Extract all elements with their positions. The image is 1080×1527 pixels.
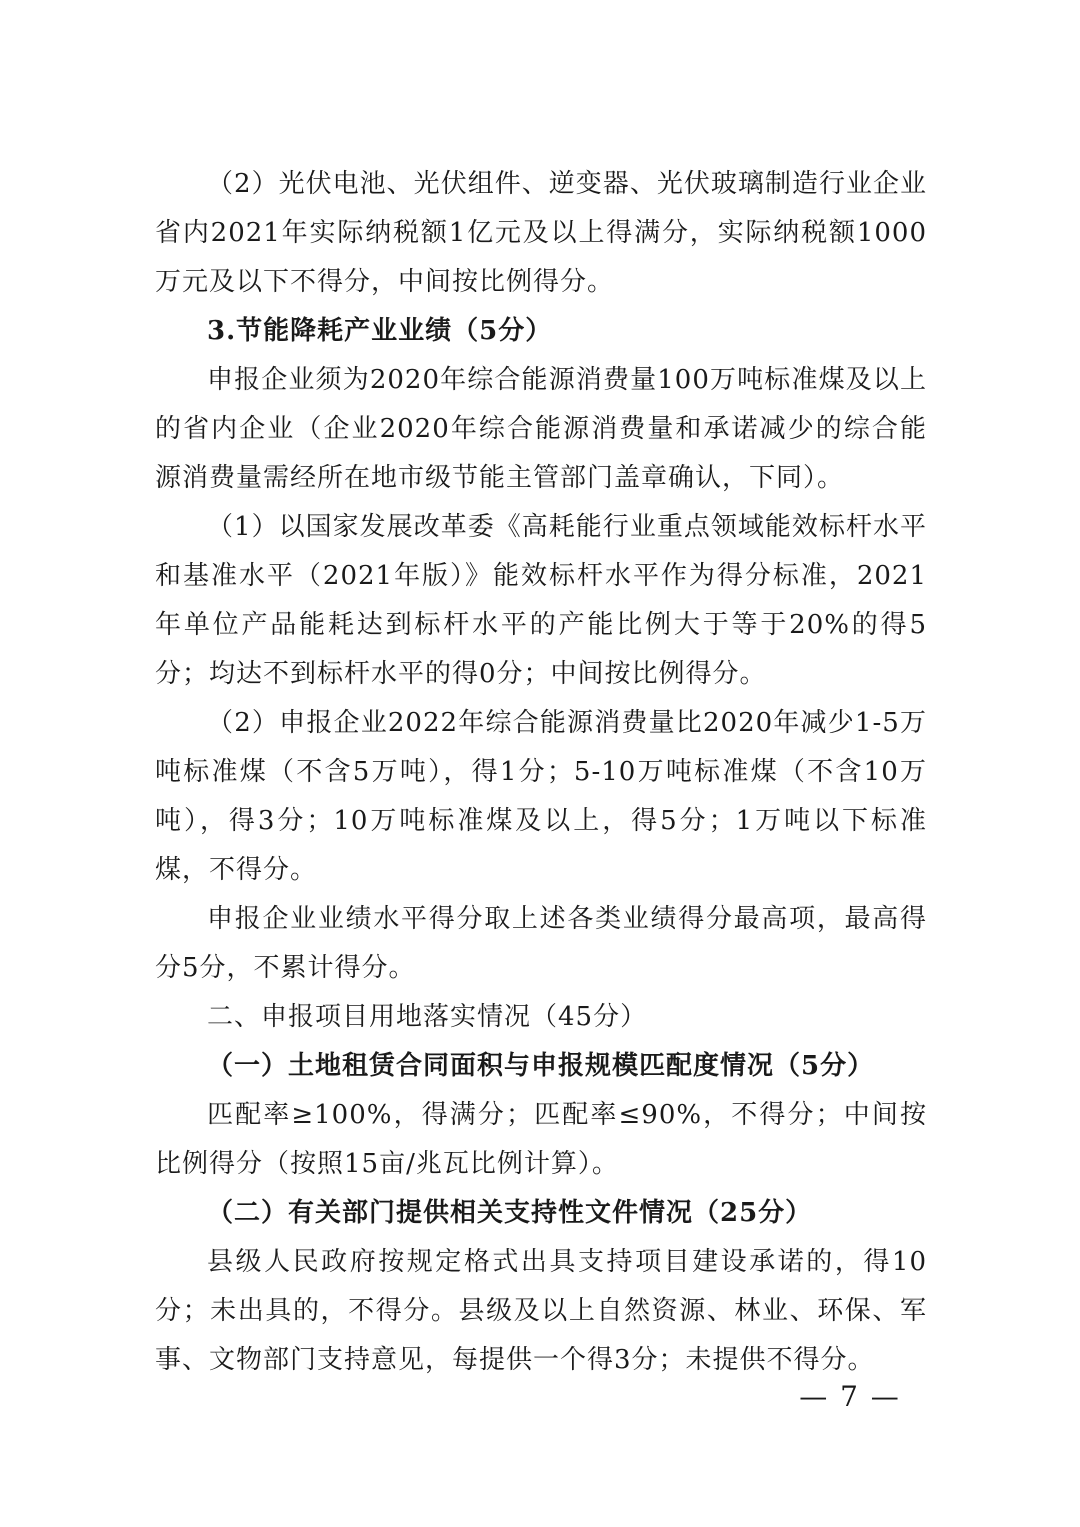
paragraph-government-support: 县级人民政府按规定格式出具支持项目建设承诺的，得10分；未出具的，不得分。县级及以上自然资源、林业、环保、军事、文物部门支持意见，每提供一个得3分；未提供不得分。 <box>155 1247 927 1375</box>
heading-land-implementation: 二、申报项目用地落实情况（45分） <box>207 1002 648 1032</box>
paragraph-energy-consumption-requirement: 申报企业须为2020年综合能源消费量100万吨标准煤及以上的省内企业（企业2020年综合能源消费量和承诺减少的综合能源消费量需经所在地市级节能主管部门盖章确认，下同）。 <box>155 365 927 493</box>
heading-lease-area-match: （一）土地租赁合同面积与申报规模匹配度情况（5分） <box>207 1051 875 1081</box>
heading-supporting-documents: （二）有关部门提供相关支持性文件情况（25分） <box>207 1198 813 1228</box>
document-body <box>155 160 927 1385</box>
paragraph-highest-score-rule: 申报企业业绩水平得分取上述各类业绩得分最高项，最高得分5分，不累计得分。 <box>155 904 927 983</box>
paragraph-pv-manufacturing-tax: （2）光伏电池、光伏组件、逆变器、光伏玻璃制造行业企业省内2021年实际纳税额1亿元及以上得满分，实际纳税额1000万元及以下不得分，中间按比例得分。 <box>155 169 927 297</box>
page-number: — 7 — <box>799 1380 901 1413</box>
paragraph-consumption-reduction: （2）申报企业2022年综合能源消费量比2020年减少1-5万吨标准煤（不含5万吨），得1分；5-10万吨标准煤（不含10万吨），得3分；10万吨标准煤及以上，得5分；1万吨以下标准煤，不得分。 <box>155 708 927 885</box>
heading-energy-saving-performance: 3.节能降耗产业业绩（5分） <box>207 316 553 346</box>
paragraph-benchmark-standard: （1）以国家发展改革委《高耗能行业重点领域能效标杆水平和基准水平（2021年版）》能效标杆水平作为得分标准，2021年单位产品能耗达到标杆水平的产能比例大于等于20%的得5分；均达不到标杆水平的得0分；中间按比例得分。 <box>155 512 927 689</box>
paragraph-match-rate: 匹配率≥100%，得满分；匹配率≤90%，不得分；中间按比例得分（按照15亩/兆瓦比例计算）。 <box>155 1100 927 1179</box>
